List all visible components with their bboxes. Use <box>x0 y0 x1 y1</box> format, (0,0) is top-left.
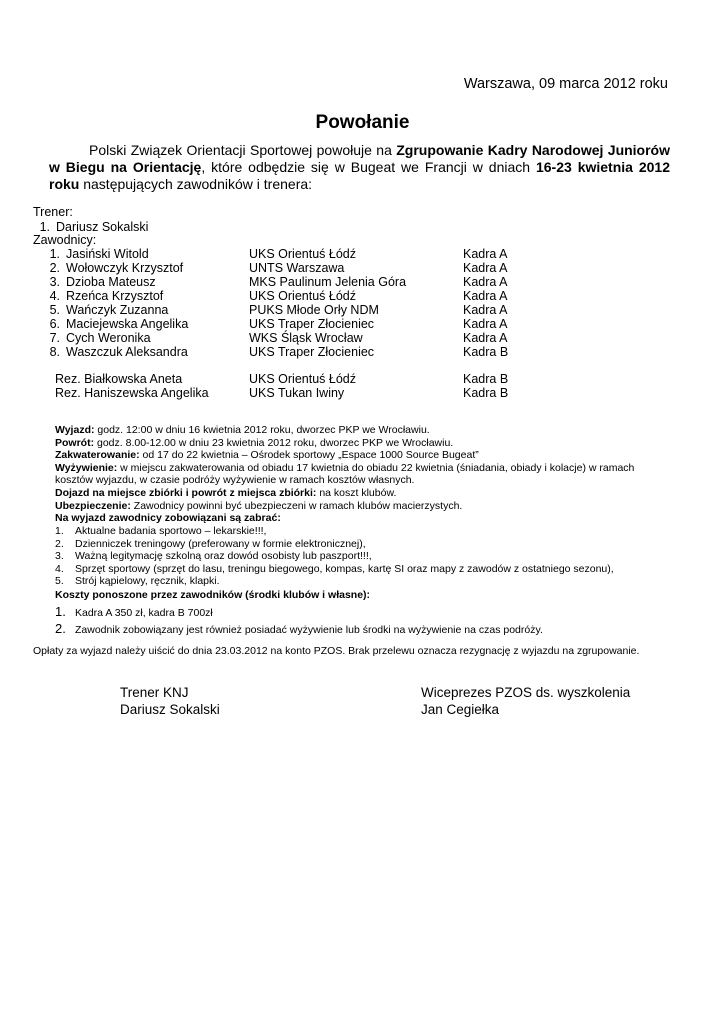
reserve-name: Rez. Białkowska Aneta <box>55 372 183 386</box>
info-text: godz. 8.00-12.00 w dniu 23 kwietnia 2012 roku, dworzec PKP we Wrocławiu. <box>94 436 454 449</box>
athlete-name: Jasiński Witold <box>66 247 149 261</box>
athlete-club: MKS Paulinum Jelenia Góra <box>249 275 407 289</box>
koszty-heading <box>55 589 543 602</box>
athlete-name: Rzeńca Krzysztof <box>66 289 164 303</box>
item-text: Sprzęt sportowy (sprzęt do lasu, treningu biegowego, kompas, kartę SI oraz mapy z zawodów z ostatniego sezonu), <box>75 562 614 575</box>
info-zabrac-heading <box>55 512 634 525</box>
reserve-name: Rez. Haniszewska Angelika <box>55 386 209 400</box>
athlete-kadra: Kadra A <box>463 303 508 317</box>
row-num: 6. <box>49 317 60 331</box>
info-text: Zawodnicy powinni być ubezpieczeni w ramach klubów macierzystych. <box>130 499 463 512</box>
athlete-row <box>40 247 149 261</box>
athlete-name: Dzioba Mateusz <box>66 275 156 289</box>
intro-paragraph <box>49 142 670 193</box>
info-text: na koszt klubów. <box>316 486 397 499</box>
reserve-kadra: Kadra B <box>463 386 509 400</box>
intro-text-2: , które odbędzie się w Bugeat we Francji w dniach <box>201 159 536 175</box>
athlete-club: WKS Śląsk Wrocław <box>249 331 363 345</box>
athlete-club: PUKS Młode Orły NDM <box>249 303 379 317</box>
athlete-name: Waszczuk Aleksandra <box>66 345 188 359</box>
intro-event-name: Zgrupowanie Kadry Narodowej Juniorów w Biegu na Orientację <box>49 142 670 175</box>
row-num: 1. <box>49 247 60 261</box>
athlete-row <box>40 317 188 331</box>
info-wyzywienie <box>55 462 634 475</box>
info-powrot <box>55 437 634 450</box>
item-text: Ważną legitymację szkolną oraz dowód osobisty lub paszport!!!, <box>75 550 372 563</box>
koszty-section <box>55 589 543 637</box>
item-text: Dzienniczek treningowy (preferowany w formie elektronicznej), <box>75 537 366 550</box>
athlete-name: Wołowczyk Krzysztof <box>66 261 184 275</box>
item-text: Zawodnik zobowiązany jest również posiadać wyżywienie lub środki na wyżywienie na czas podróży. <box>75 624 543 637</box>
signature-role: Trener KNJ <box>120 685 189 700</box>
list-item <box>55 538 614 551</box>
list-item <box>55 603 543 620</box>
signature-left <box>120 684 220 718</box>
signature-right <box>421 684 630 718</box>
trener-label: Trener: <box>33 205 73 219</box>
signature-name: Dariusz Sokalski <box>120 702 220 717</box>
item-num: 2. <box>55 621 66 637</box>
list-item <box>55 563 614 576</box>
list-item <box>55 550 614 563</box>
info-label: Ubezpieczenie: <box>55 499 131 512</box>
athlete-kadra: Kadra A <box>463 261 508 275</box>
info-zakwaterowanie <box>55 449 634 462</box>
athlete-row <box>40 275 156 289</box>
item-text: Aktualne badania sportowo – lekarskie!!!, <box>75 525 267 537</box>
athlete-name: Cych Weronika <box>66 331 151 345</box>
info-label: Na wyjazd zawodnicy zobowiązani są zabrać: <box>55 512 281 525</box>
document-date: Warszawa, 09 marca 2012 roku <box>463 76 668 92</box>
info-text: w miejscu zakwaterowania od obiadu 17 kwietnia do obiadu 22 kwietnia (śniadania, obiady i kolacje) w ramach <box>117 461 635 474</box>
item-num: 5. <box>55 575 64 588</box>
reserve-club: UKS Orientuś Łódź <box>249 372 356 386</box>
athlete-row <box>40 345 188 359</box>
trener-num: 1. <box>39 220 50 234</box>
info-text: od 17 do 22 kwietnia – Ośrodek sportowy „Espace 1000 Source Bugeat” <box>139 449 479 462</box>
payment-note: Opłaty za wyjazd należy uiścić do dnia 23.03.2012 na konto PZOS. Brak przelewu oznacza rezygnację z wyjazdu na zgrupowanie. <box>33 645 640 657</box>
info-label: Koszty ponoszone przez zawodników (środki klubów i własne): <box>55 589 371 601</box>
item-num: 2. <box>55 537 64 550</box>
reserve-club: UKS Tukan Iwiny <box>249 386 345 400</box>
info-label: Zakwaterowanie: <box>55 449 140 462</box>
item-num: 4. <box>55 562 64 575</box>
row-num: 5. <box>49 303 60 317</box>
list-item <box>55 575 614 588</box>
row-num: 2. <box>49 261 60 275</box>
info-wyjazd <box>55 424 634 437</box>
athlete-kadra: Kadra B <box>463 345 509 359</box>
list-item <box>55 525 614 538</box>
athlete-club: UNTS Warszawa <box>249 261 345 275</box>
info-wyzywienie-cont: kosztów wyjazdu, w czasie podróży wyżywienie w ramach kosztów własnych. <box>55 474 415 487</box>
info-text: godz. 12:00 w dniu 16 kwietnia 2012 roku, dworzec PKP we Wrocławiu. <box>94 424 430 436</box>
trip-info <box>55 424 634 525</box>
athlete-kadra: Kadra A <box>463 331 508 345</box>
signature-role: Wiceprezes PZOS ds. wyszkolenia <box>421 685 631 700</box>
athlete-row <box>40 303 168 317</box>
athlete-name: Wańczyk Zuzanna <box>66 303 169 317</box>
athlete-kadra: Kadra A <box>463 289 508 303</box>
info-label: Wyżywienie: <box>55 461 118 474</box>
signature-name: Jan Cegiełka <box>421 702 500 717</box>
intro-event-dates: 16-23 kwietnia 2012 roku <box>49 159 670 192</box>
document-title: Powołanie <box>315 112 410 133</box>
athlete-row <box>40 261 183 275</box>
athlete-kadra: Kadra A <box>463 275 508 289</box>
item-text: Strój kąpielowy, ręcznik, klapki. <box>75 575 220 588</box>
trener-name: Dariusz Sokalski <box>56 220 149 234</box>
info-label: Dojazd na miejsce zbiórki i powrót z miejsca zbiórki: <box>55 486 317 499</box>
athlete-row <box>40 289 163 303</box>
trener-item <box>30 220 148 234</box>
row-num: 4. <box>49 289 60 303</box>
zabrac-list <box>55 525 614 588</box>
info-label: Powrót: <box>55 436 95 449</box>
athlete-club: UKS Orientuś Łódź <box>249 247 356 261</box>
zawodnicy-label: Zawodnicy: <box>33 233 97 247</box>
athlete-club: UKS Traper Złocieniec <box>249 317 375 331</box>
athlete-kadra: Kadra A <box>463 247 508 261</box>
row-num: 8. <box>49 345 60 359</box>
list-item <box>55 623 543 637</box>
athlete-club: UKS Orientuś Łódź <box>249 289 356 303</box>
info-label: Wyjazd: <box>55 424 95 436</box>
athlete-club: UKS Traper Złocieniec <box>249 345 375 359</box>
row-num: 3. <box>49 275 60 289</box>
row-num: 7. <box>49 331 60 345</box>
athlete-name: Maciejewska Angelika <box>66 317 189 331</box>
intro-text-3: następujących zawodników i trenera: <box>79 176 313 192</box>
item-num: 1. <box>55 603 66 619</box>
item-num: 3. <box>55 550 64 563</box>
info-ubezpieczenie <box>55 500 634 513</box>
reserve-kadra: Kadra B <box>463 372 509 386</box>
item-text: Kadra A 350 zł, kadra B 700zł <box>75 606 213 619</box>
item-num: 1. <box>55 525 64 537</box>
athlete-row <box>40 331 151 345</box>
intro-text-1: Polski Związek Orientacji Sportowej powołuje na <box>89 142 397 158</box>
info-dojazd <box>55 487 634 500</box>
athlete-kadra: Kadra A <box>463 317 508 331</box>
